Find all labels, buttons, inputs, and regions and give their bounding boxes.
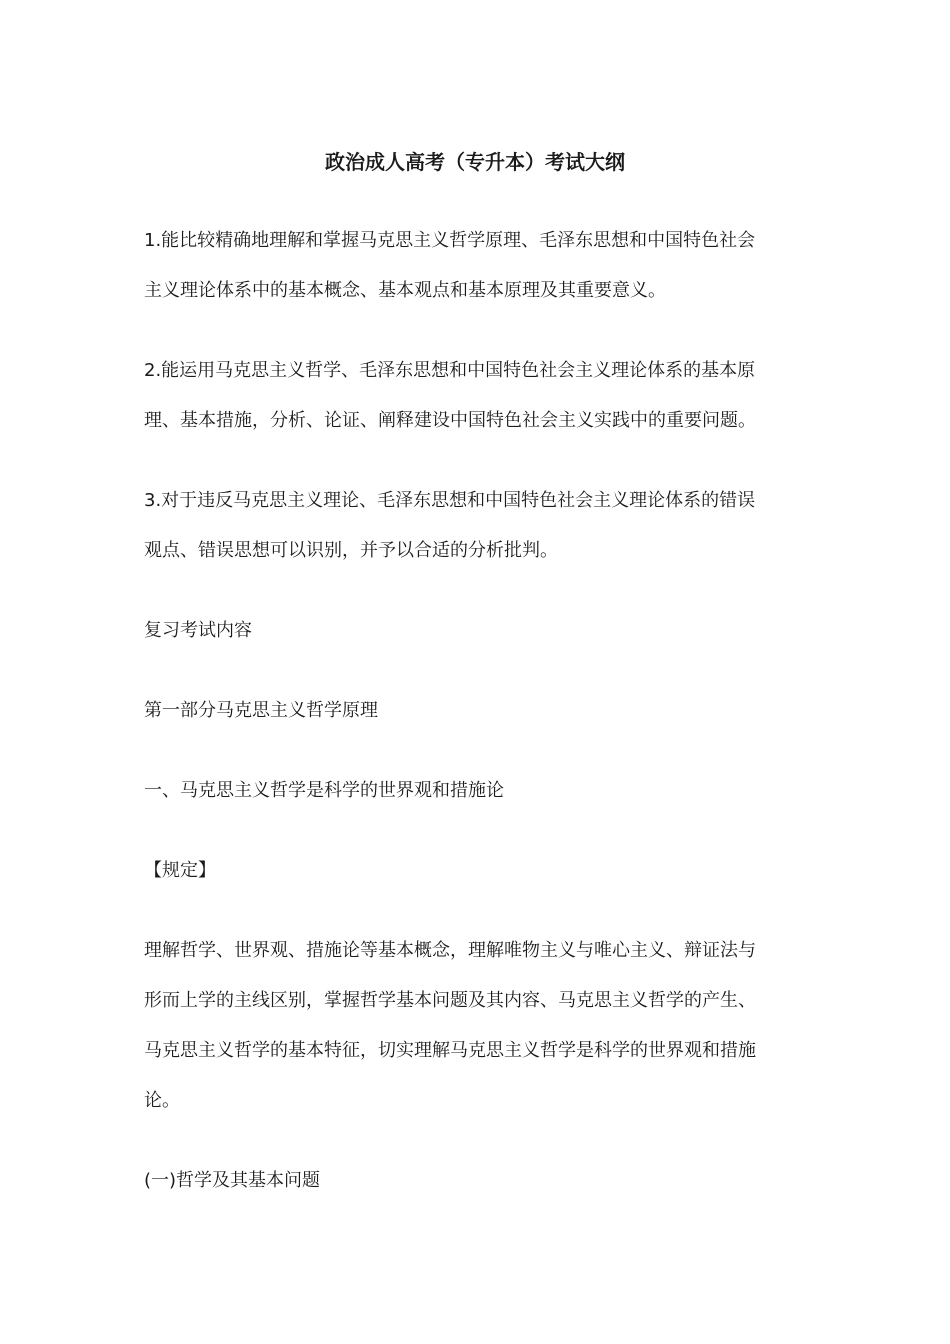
text-line: 2.能运用马克思主义哲学、毛泽东思想和中国特色社会主义理论体系的基本原 (144, 360, 756, 381)
text-line: 复习考试内容 (144, 620, 252, 641)
text-line: 3.对于违反马克思主义理论、毛泽东思想和中国特色社会主义理论体系的错误 (144, 490, 756, 511)
paragraph-objective-3 (144, 476, 804, 576)
requirement-label (144, 846, 804, 896)
text-line: 观点、错误思想可以识别，并予以合适的分析批判。 (144, 540, 558, 561)
document-title: 政治成人高考（专升本）考试大纲 (325, 150, 625, 174)
text-line: 论。 (144, 1090, 180, 1111)
text-line: 一、马克思主义哲学是科学的世界观和措施论 (144, 780, 504, 801)
text-line: 主义理论体系中的基本概念、基本观点和基本原理及其重要意义。 (144, 280, 666, 301)
chapter-heading (144, 766, 804, 816)
text-line: 【规定】 (144, 860, 216, 881)
text-line: 理、基本措施，分析、论证、阐释建设中国特色社会主义实践中的重要问题。 (144, 410, 756, 431)
text-line: 理解哲学、世界观、措施论等基本概念，理解唯物主义与唯心主义、辩证法与 (144, 940, 756, 961)
paragraph-objective-1 (144, 216, 804, 316)
text-line: 形而上学的主线区别，掌握哲学基本问题及其内容、马克思主义哲学的产生、 (144, 990, 756, 1011)
text-line: 第一部分马克思主义哲学原理 (144, 700, 378, 721)
subsection-heading (144, 1156, 804, 1206)
part-heading (144, 686, 804, 736)
paragraph-objective-2 (144, 346, 804, 446)
text-line: (一)哲学及其基本问题 (144, 1170, 321, 1191)
requirement-body (144, 926, 804, 1126)
section-heading-review-content (144, 606, 804, 656)
text-line: 1.能比较精确地理解和掌握马克思主义哲学原理、毛泽东思想和中国特色社会 (144, 230, 756, 251)
text-line: 马克思主义哲学的基本特征，切实理解马克思主义哲学是科学的世界观和措施 (144, 1040, 756, 1061)
